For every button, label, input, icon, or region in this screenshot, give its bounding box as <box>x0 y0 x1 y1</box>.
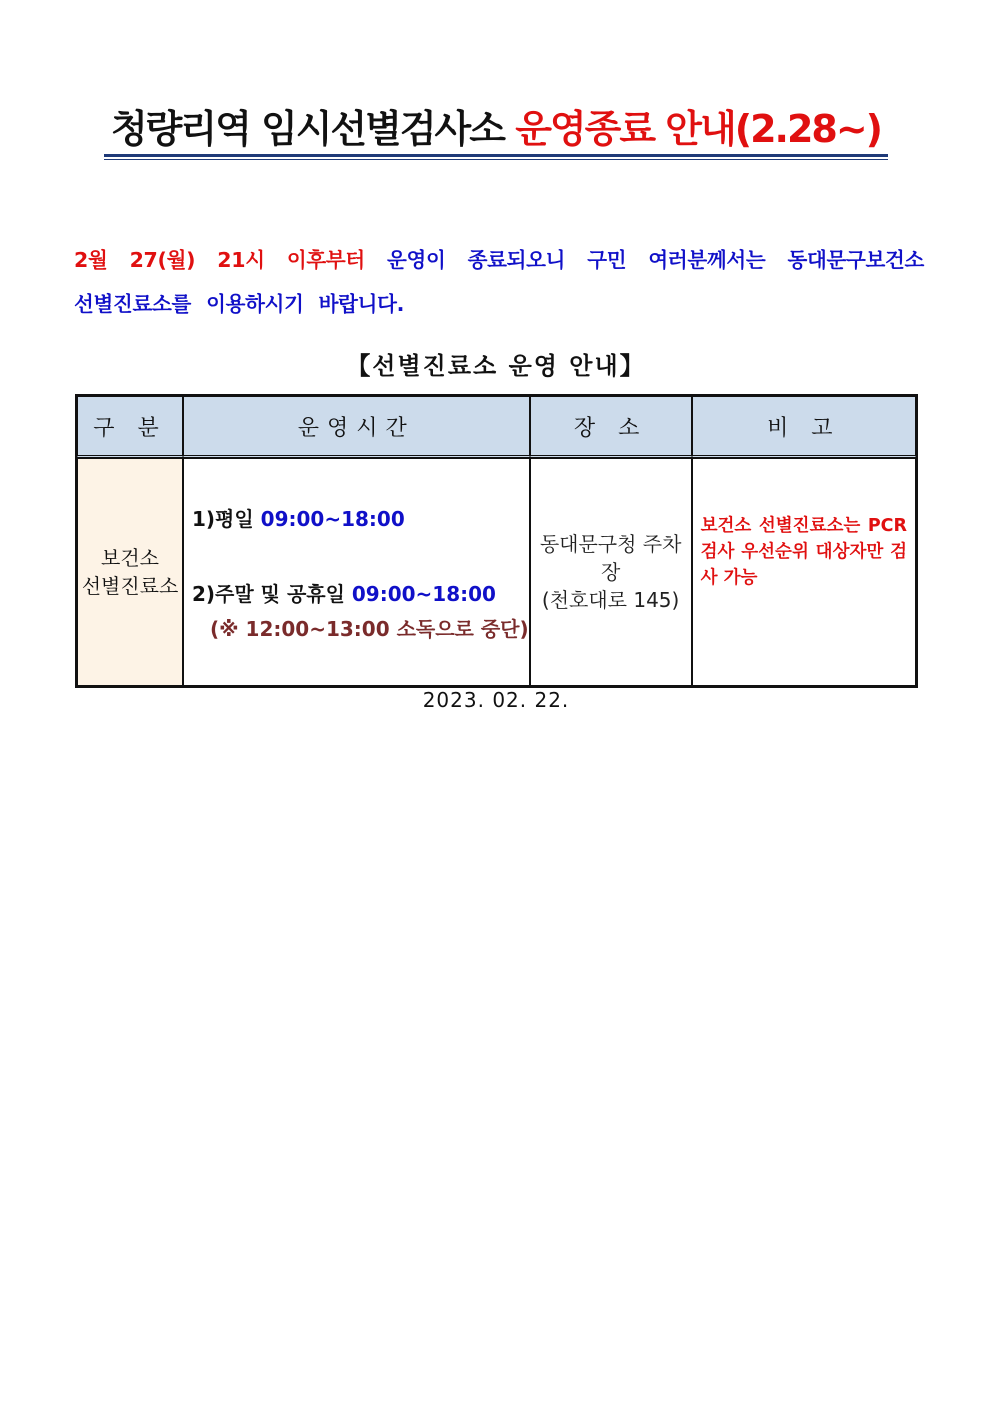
table-title: 【선별진료소 운영 안내】 <box>346 352 646 380</box>
header-category: 구 분 <box>77 396 183 458</box>
header-hours: 운영시간 <box>183 396 530 458</box>
note-cell: 보건소 선별진료소는 PCR 검사 우선순위 대상자만 검사 가능 <box>692 458 916 686</box>
notice-word: 27(월) <box>129 248 196 272</box>
weekend-time: 09:00~18:00 <box>351 581 496 606</box>
notice-word: 운영이 <box>386 248 446 272</box>
notice-line-2 <box>74 284 924 328</box>
notice-word: 바랍니다. <box>318 292 405 316</box>
weekday-label: 1)평일 <box>192 506 254 531</box>
category-cell <box>77 458 183 686</box>
notice-word: 선별진료소를 <box>74 292 192 316</box>
break-note: (※ 12:00~13:00 소독으로 중단) <box>210 616 529 641</box>
title-underline <box>104 154 888 157</box>
notice-word: 21시 <box>217 248 265 272</box>
hours-cell <box>183 458 530 686</box>
operation-table <box>75 394 918 688</box>
place-address: (천호대로 145) <box>541 588 680 612</box>
notice-word: 이용하시기 <box>206 292 304 316</box>
notice-word: 동대문구보건소 <box>787 248 924 272</box>
notice-word: 2월 <box>74 248 108 272</box>
weekday-hours <box>192 503 529 532</box>
notice-word: 이후부터 <box>286 248 365 272</box>
weekend-hours <box>192 578 529 607</box>
notice-word: 구민 <box>587 248 627 272</box>
place-cell <box>530 458 692 686</box>
page-title <box>0 98 992 153</box>
notice-line-1 <box>74 240 924 284</box>
title-main: 청량리역 임시선별검사소 <box>110 107 504 151</box>
notice-word: 종료되오니 <box>467 248 566 272</box>
table-row <box>77 458 916 686</box>
header-place: 장 소 <box>530 396 692 458</box>
category-line-1: 보건소 <box>101 546 159 570</box>
weekday-time: 09:00~18:00 <box>260 506 405 531</box>
title-highlight: 운영종료 안내(2.28~) <box>515 107 882 151</box>
header-note: 비 고 <box>692 396 916 458</box>
document-date: 2023. 02. 22. <box>422 688 570 712</box>
category-line-2: 선별진료소 <box>81 574 179 598</box>
table-header-row <box>77 396 916 458</box>
notice-paragraph <box>74 240 924 328</box>
notice-word: 여러분께서는 <box>648 248 766 272</box>
title-underline-thin <box>104 159 888 160</box>
weekend-label: 2)주말 및 공휴일 <box>192 581 345 606</box>
place-name: 동대문구청 주차장 <box>539 532 682 584</box>
